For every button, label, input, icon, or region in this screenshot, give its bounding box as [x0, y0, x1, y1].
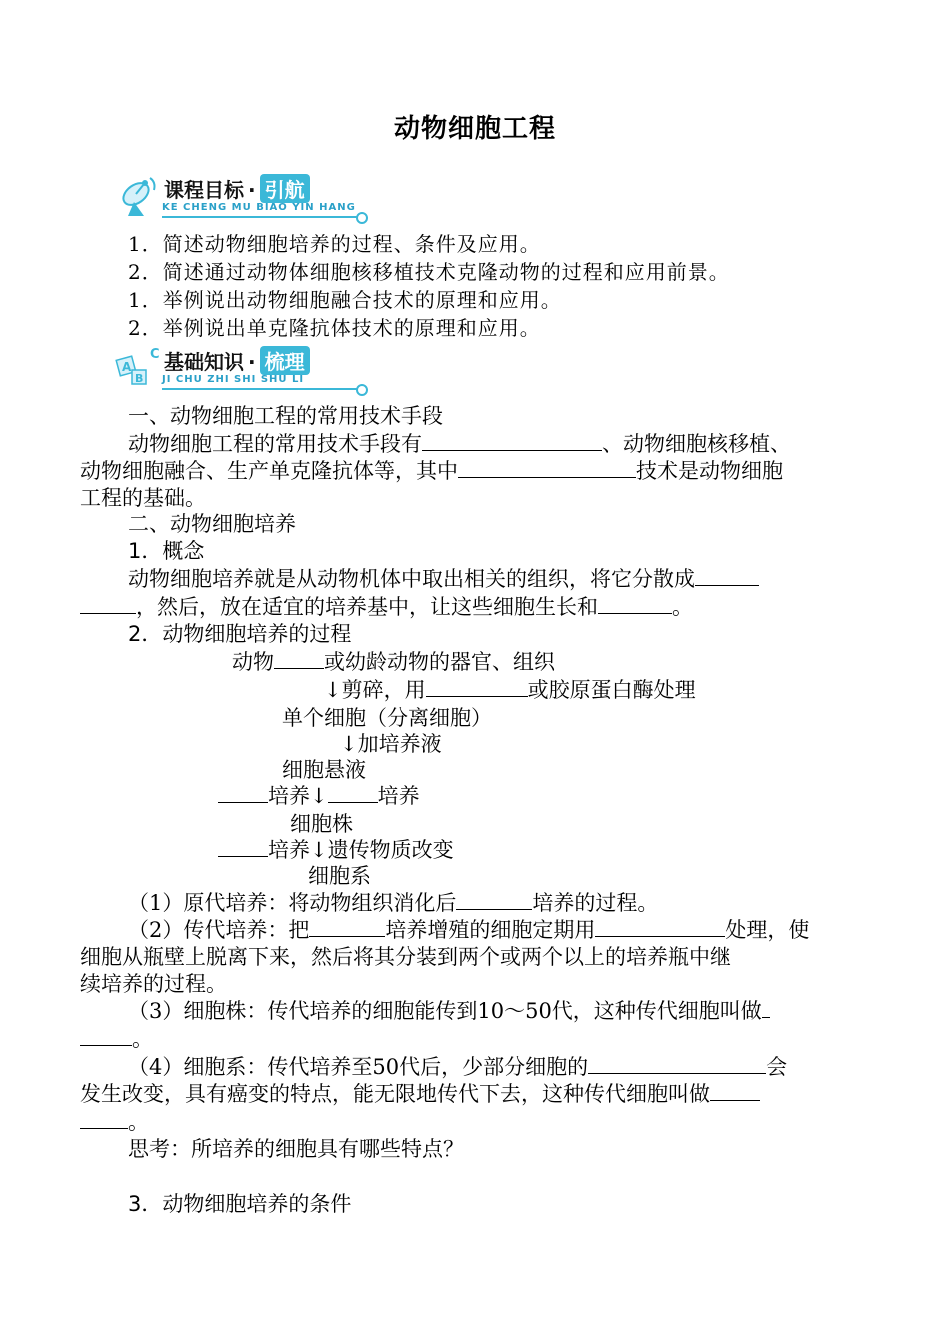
fill-blank[interactable] — [309, 916, 385, 937]
text-span: 会 — [766, 1055, 788, 1079]
paragraph-line: 工程的基础。 — [80, 486, 206, 510]
fill-blank[interactable] — [80, 593, 136, 614]
page-title: 动物细胞工程 — [393, 114, 556, 144]
text-span: 或幼龄动物的器官、组织 — [324, 650, 555, 674]
subheading: 3．动物细胞培养的条件 — [128, 1192, 352, 1216]
flow-arrow-step — [324, 676, 696, 704]
paragraph-line — [80, 457, 783, 485]
text-span: （2）传代培养：把 — [128, 918, 310, 942]
text-span: 或胶原蛋白酶处理 — [527, 678, 696, 702]
banner-dot: · — [248, 178, 256, 202]
satellite-dish-icon — [114, 172, 162, 220]
paragraph-line — [128, 889, 658, 917]
section-banner-course-goals — [114, 172, 374, 220]
abc-blocks-icon — [114, 344, 162, 392]
goal-item: 1．简述动物细胞培养的过程、条件及应用。 — [128, 232, 541, 256]
text-span: 。 — [672, 595, 693, 619]
think-question: 思考：所培养的细胞具有哪些特点？ — [128, 1137, 464, 1161]
text-span: （1）原代培养：将动物组织消化后 — [128, 891, 457, 915]
fill-blank[interactable] — [695, 565, 759, 586]
flow-arrow-step — [218, 782, 420, 810]
paragraph-line: 续培养的过程。 — [80, 972, 227, 996]
text-span: 动物细胞培养就是从动物机体中取出相关的组织，将它分散成 — [128, 567, 695, 591]
letter-a: A — [122, 360, 132, 374]
text-span: 培养 — [377, 784, 420, 808]
fill-blank[interactable] — [422, 430, 602, 451]
banner-end-dot — [356, 384, 368, 396]
paragraph-line — [128, 997, 770, 1025]
banner-pinyin: KE CHENG MU BIAO YIN HANG — [162, 202, 356, 213]
paragraph-line: 细胞从瓶壁上脱离下来，然后将其分装到两个或两个以上的培养瓶中继 — [80, 945, 731, 969]
paragraph-line — [128, 916, 809, 944]
text-span: 。 — [128, 1110, 149, 1134]
banner-underline — [162, 388, 358, 390]
section-heading: 二、动物细胞培养 — [128, 512, 296, 536]
fill-blank[interactable] — [598, 593, 672, 614]
banner-tag: 引航 — [260, 174, 310, 203]
flow-arrow-step — [218, 836, 454, 864]
text-span: 培养↓ — [268, 784, 328, 808]
fill-blank[interactable] — [80, 1108, 128, 1129]
text-span: 、动物细胞核移植、 — [602, 432, 791, 456]
banner-dot: · — [248, 350, 256, 374]
banner-tag: 梳理 — [260, 346, 310, 375]
paragraph-line — [128, 1053, 787, 1081]
goal-item: 2．简述通过动物体细胞核移植技术克隆动物的过程和应用前景。 — [128, 260, 730, 284]
flow-step: 单个细胞（分离细胞） — [282, 706, 492, 730]
section-banner-basic-knowledge — [114, 344, 374, 392]
text-span: 处理，使 — [725, 918, 810, 942]
flow-step: 细胞悬液 — [282, 758, 366, 782]
banner-title — [164, 346, 310, 375]
text-span: 培养↓遗传物质改变 — [268, 838, 454, 862]
fill-blank[interactable] — [426, 676, 528, 697]
text-span: ，然后，放在适宜的培养基中，让这些细胞生长和 — [136, 595, 598, 619]
fill-blank[interactable] — [274, 648, 324, 669]
goal-item: 2．举例说出单克隆抗体技术的原理和应用。 — [128, 316, 541, 340]
text-span: （3）细胞株：传代培养的细胞能传到10～50代，这种传代细胞叫做 — [128, 999, 762, 1023]
paragraph-line — [80, 1080, 760, 1108]
letter-b: B — [135, 372, 144, 385]
banner-end-dot — [356, 212, 368, 224]
paragraph-line — [80, 593, 693, 621]
paragraph-line — [80, 1108, 149, 1136]
banner-underline — [162, 216, 358, 218]
paragraph-line — [128, 430, 791, 458]
banner-title — [164, 174, 310, 203]
fill-blank[interactable] — [710, 1080, 760, 1101]
flow-step — [232, 648, 555, 676]
text-span: 动物 — [232, 650, 274, 674]
text-span: 动物细胞融合、生产单克隆抗体等，其中 — [80, 459, 458, 483]
flow-step: 细胞株 — [290, 812, 353, 836]
paragraph-line — [128, 565, 759, 593]
text-span: 技术是动物细胞 — [636, 459, 783, 483]
paragraph-line — [80, 1025, 153, 1053]
text-span: （4）细胞系：传代培养至50代后，少部分细胞的 — [128, 1055, 589, 1079]
text-span: ↓剪碎，用 — [324, 678, 426, 702]
fill-blank[interactable] — [762, 997, 770, 1018]
text-span: 培养的过程。 — [532, 891, 659, 915]
fill-blank[interactable] — [80, 1025, 132, 1046]
fill-blank[interactable] — [328, 782, 378, 803]
banner-title-text: 基础知识 — [164, 350, 244, 374]
subheading: 1．概念 — [128, 539, 205, 563]
text-span: 培养增殖的细胞定期用 — [385, 918, 596, 942]
fill-blank[interactable] — [595, 916, 725, 937]
fill-blank[interactable] — [218, 836, 268, 857]
fill-blank[interactable] — [218, 782, 268, 803]
subheading: 2．动物细胞培养的过程 — [128, 622, 352, 646]
fill-blank[interactable] — [456, 889, 532, 910]
text-span: 动物细胞工程的常用技术手段有 — [128, 432, 422, 456]
banner-pinyin: JI CHU ZHI SHI SHU LI — [162, 374, 305, 385]
goal-item: 1．举例说出动物细胞融合技术的原理和应用。 — [128, 288, 562, 312]
text-span: 。 — [132, 1027, 153, 1051]
fill-blank[interactable] — [458, 457, 636, 478]
letter-c: C — [150, 347, 160, 362]
flow-arrow-step: ↓加培养液 — [340, 732, 442, 756]
section-heading: 一、动物细胞工程的常用技术手段 — [128, 404, 443, 428]
banner-title-text: 课程目标 — [164, 178, 244, 202]
text-span: 发生改变，具有癌变的特点，能无限地传代下去，这种传代细胞叫做 — [80, 1082, 710, 1106]
fill-blank[interactable] — [588, 1053, 766, 1074]
flow-step: 细胞系 — [308, 864, 371, 888]
